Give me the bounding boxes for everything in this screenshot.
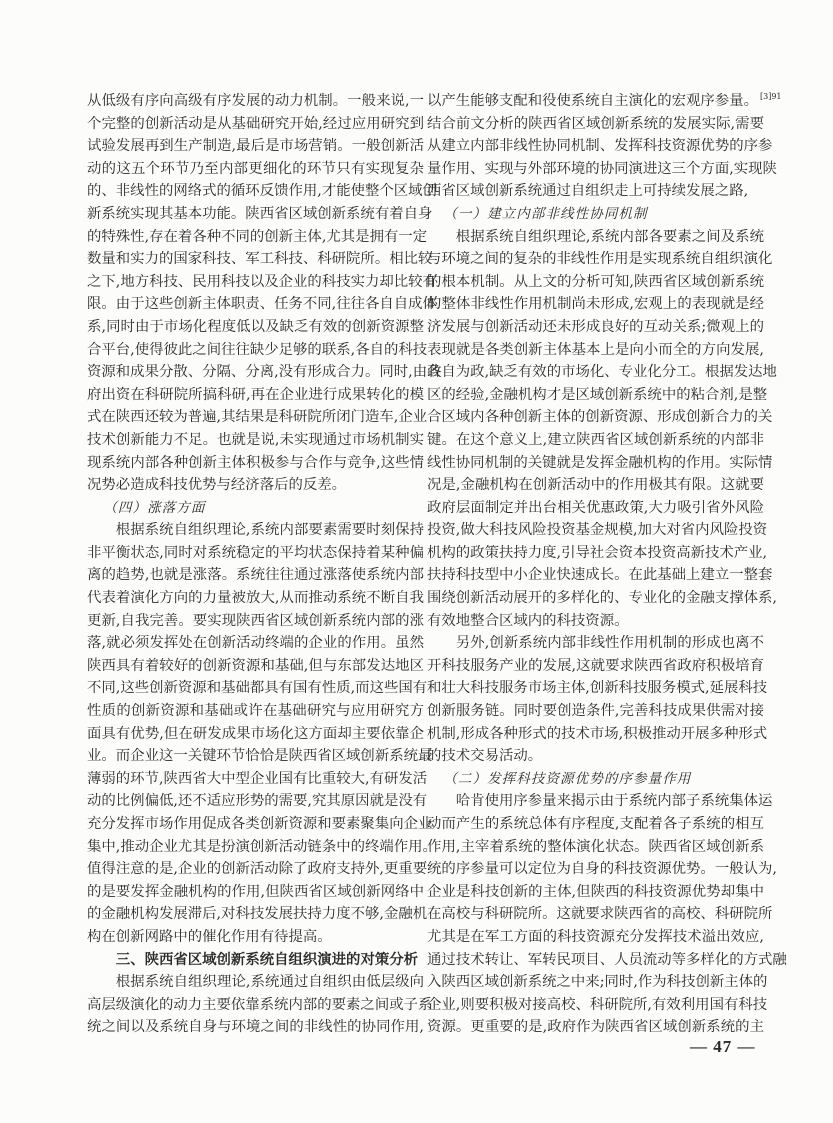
text-line bbox=[427, 180, 764, 203]
line-text: 限。由于这些创新主体职责、任务不同,往往各自自成体 bbox=[87, 296, 437, 313]
line-text: 值得注意的是,企业的创新活动除了政府支持外,更重要 bbox=[87, 861, 428, 878]
line-text: 投资,做大科技风险投资基金规模,加大对省内风险投资 bbox=[427, 522, 768, 539]
text-line bbox=[87, 655, 424, 678]
line-text: 企业,则要积极对接高校、科研院所,有效利用国有科技 bbox=[427, 996, 768, 1013]
line-text: 资源。更重要的是,政府作为陕西省区域创新系统的主 bbox=[427, 1019, 764, 1036]
subsection-heading bbox=[427, 203, 764, 226]
text-line bbox=[427, 90, 782, 113]
text-line bbox=[427, 790, 773, 813]
text-line bbox=[87, 316, 424, 339]
heading-text bbox=[87, 497, 424, 520]
text-line bbox=[427, 813, 764, 836]
text-line bbox=[87, 271, 437, 294]
section-heading bbox=[87, 949, 424, 972]
paragraph bbox=[427, 90, 782, 113]
line-text: 数量和实力的国家科技、军工科技、科研院所。相比较 bbox=[87, 251, 433, 268]
line-text: 通过技术转让、军转民项目、人员流动等多样化的方式融 bbox=[427, 951, 787, 968]
text-line bbox=[427, 248, 773, 271]
text-line bbox=[427, 271, 764, 294]
text-line bbox=[87, 836, 437, 859]
paragraph bbox=[87, 90, 442, 497]
text-line bbox=[87, 542, 424, 565]
line-text: 作用,主宰着系统的整体演化状态。陕西省区域创新系 bbox=[427, 838, 764, 855]
line-text: 况势必造成科技优势与经济落后的反差。 bbox=[87, 477, 347, 494]
text-line bbox=[87, 677, 428, 700]
line-text: 性质的创新资源和基础或许在基础研究与应用研究方 bbox=[87, 703, 424, 720]
text-line bbox=[427, 474, 764, 497]
text-line bbox=[427, 519, 768, 542]
text-line bbox=[87, 361, 442, 384]
line-text: 在高校与科研院所。这就要求陕西省的高校、科研院所 bbox=[427, 906, 773, 923]
line-text: 根据系统自组织理论,系统通过自组织由低层级向 bbox=[115, 974, 424, 991]
paragraph bbox=[87, 971, 433, 1039]
line-text: 扶持科技型中小企业快速成长。在此基础上建立一整套 bbox=[427, 567, 773, 584]
line-text: 济发展与创新活动还未形成良好的互动关系;微观上的 bbox=[427, 318, 764, 335]
text-line bbox=[427, 949, 787, 972]
line-text: （二）发挥科技资源优势的序参量作用 bbox=[443, 770, 692, 787]
paragraph bbox=[427, 226, 777, 633]
subsection-heading bbox=[87, 497, 424, 520]
text-line bbox=[87, 293, 437, 316]
text-line bbox=[87, 610, 424, 633]
line-text: 式在陕西还较为普遍,其结果是科研院所闭门造车,企业 bbox=[87, 409, 428, 426]
heading-text bbox=[427, 203, 764, 226]
text-line bbox=[87, 339, 428, 362]
text-line bbox=[427, 677, 768, 700]
heading-text bbox=[427, 768, 764, 791]
line-text: 的特殊性,存在着各种不同的创新主体,尤其是拥有一定 bbox=[87, 228, 428, 245]
line-text: 与环境之间的复杂的非线性作用是实现系统自组织演化 bbox=[427, 251, 773, 268]
text-line bbox=[87, 452, 424, 475]
line-text: 离的趋势,也就是涨落。系统往往通过涨落使系统内部 bbox=[87, 567, 424, 584]
line-text: 现系统内部各种创新主体积极参与合作与竞争,这些情 bbox=[87, 454, 424, 471]
line-text: 系,同时由于市场化程度低以及缺乏有效的创新资源整 bbox=[87, 318, 424, 335]
text-line bbox=[87, 700, 424, 723]
text-line bbox=[427, 723, 768, 746]
text-line bbox=[87, 926, 424, 949]
line-text: 合区域内各种创新主体的创新资源、形成创新合力的关 bbox=[427, 409, 773, 426]
text-line bbox=[427, 903, 773, 926]
line-text: 的是要发挥金融机构的作用,但陕西省区域创新网络中 bbox=[87, 883, 424, 900]
line-text: 的、非线性的网络式的循环反馈作用,才能使整个区域创 bbox=[87, 183, 437, 200]
text-line bbox=[427, 700, 764, 723]
right-column bbox=[427, 90, 787, 1039]
text-line bbox=[87, 90, 424, 113]
line-text: 另外,创新系统内部非线性作用机制的形成也离不 bbox=[455, 635, 764, 652]
line-text: 况是,金融机构在创新活动中的作用极其有限。这就要 bbox=[427, 477, 764, 494]
line-text: 的技术交易活动。 bbox=[427, 748, 543, 765]
paragraph bbox=[87, 519, 437, 948]
text-line bbox=[87, 180, 437, 203]
line-text: 创新服务链。同时要创造条件,完善科技成果供需对接 bbox=[427, 703, 764, 720]
text-line bbox=[427, 587, 777, 610]
text-line bbox=[87, 971, 424, 994]
line-text: 充分发挥市场作用促成各类创新资源和要素聚集向企业 bbox=[87, 816, 433, 832]
line-text: 以产生能够支配和役使系统自主演化的宏观序参量。 bbox=[427, 93, 758, 109]
line-text: 动的这五个环节乃至内部更细化的环节只有实现复杂 bbox=[87, 160, 424, 177]
text-line bbox=[427, 497, 764, 520]
text-line bbox=[87, 158, 424, 181]
text-line bbox=[87, 632, 424, 655]
line-text: 动而产生的系统总体有序程度,支配着各子系统的相互 bbox=[427, 816, 764, 832]
line-text: 构在创新网路中的催化作用有待提高。 bbox=[87, 928, 332, 945]
text-line bbox=[427, 316, 764, 339]
line-text: 区的经验,金融机构才是区域创新系统中的粘合剂,是整 bbox=[427, 386, 768, 403]
line-text: 表现就是各类创新主体基本上是向小而全的方向发展, bbox=[427, 341, 764, 358]
line-text: 统的序参量可以定位为自身的科技资源优势。一般认为, bbox=[427, 861, 777, 878]
line-text: 的根本机制。从上文的分析可知,陕西省区域创新系统 bbox=[427, 273, 764, 290]
line-text: 围绕创新活动展开的多样化的、专业化的金融支撑体系, bbox=[427, 590, 777, 607]
text-line bbox=[87, 519, 424, 542]
text-line bbox=[87, 113, 424, 136]
text-line bbox=[87, 745, 433, 768]
text-line bbox=[427, 994, 768, 1017]
line-text: 键。在这个意义上,建立陕西省区域创新系统的内部非 bbox=[427, 431, 764, 448]
line-text: 落,就必须发挥处在创新活动终端的企业的作用。虽然 bbox=[87, 635, 424, 652]
line-text: 政府层面制定并出台相关优惠政策,大力吸引省外风险 bbox=[427, 499, 764, 516]
line-text: 合平台,使得彼此之间往往缺少足够的联系,各自的科技 bbox=[87, 341, 428, 358]
line-text: 和壮大科技服务市场主体,创新科技服务模式,延展科技 bbox=[427, 680, 768, 697]
text-line bbox=[427, 384, 768, 407]
text-line bbox=[87, 564, 424, 587]
line-text: 统之间以及系统自身与环境之间的非线性的协同作用, bbox=[87, 1019, 424, 1036]
text-line bbox=[87, 768, 428, 791]
line-text: 根据系统自组织理论,系统内部要素需要时刻保持 bbox=[115, 522, 424, 539]
line-text: 线性协同机制的关键就是发挥金融机构的作用。实际情 bbox=[427, 454, 773, 471]
line-text: 有效地整合区域内的科技资源。 bbox=[427, 612, 629, 629]
text-line bbox=[427, 926, 764, 949]
line-text: 动的比例偏低,还不适应形势的需要,究其原因就是没有 bbox=[87, 793, 428, 810]
text-line bbox=[427, 632, 764, 655]
line-text: 集中,推动企业尤其是扮演创新活动链条中的终端作用。 bbox=[87, 838, 437, 855]
text-line bbox=[427, 836, 764, 859]
text-line bbox=[87, 406, 428, 429]
line-text: 薄弱的环节,陕西省大中型企业国有比重较大,有研发活 bbox=[87, 770, 428, 787]
text-line bbox=[87, 248, 433, 271]
line-text: 企业是科技创新的主体,但陕西的科技资源优势却集中 bbox=[427, 883, 764, 900]
text-line bbox=[87, 587, 424, 610]
line-text: 试验发展再到生产制造,最后是市场营销。一般创新活 bbox=[87, 138, 424, 155]
line-text: 之下,地方科技、民用科技以及企业的科技实力却比较有 bbox=[87, 273, 437, 290]
line-text: （一）建立内部非线性协同机制 bbox=[443, 205, 648, 222]
text-line bbox=[427, 429, 764, 452]
line-text: 西省区域创新系统通过自组织走上可持续发展之路, bbox=[427, 183, 749, 200]
heading-text bbox=[87, 949, 424, 972]
line-text: 机制,形成各种形式的技术市场,积极推动开展多种形式 bbox=[427, 725, 768, 742]
line-text: 三、陕西省区域创新系统自组织演进的对策分析 bbox=[115, 951, 419, 968]
line-text: 更新,自我完善。要实现陕西省区域创新系统内部的涨 bbox=[87, 612, 424, 629]
left-column bbox=[87, 90, 442, 1039]
text-line bbox=[427, 135, 773, 158]
text-line bbox=[87, 474, 424, 497]
text-line bbox=[427, 881, 764, 904]
paragraph bbox=[427, 632, 768, 768]
line-text: 各自为政,缺乏有效的市场化、专业化分工。根据发达地 bbox=[427, 364, 777, 381]
text-line bbox=[427, 1016, 764, 1039]
line-text: 量作用、实现与外部环境的协同演进这三个方面,实现陕 bbox=[427, 160, 777, 177]
subsection-heading bbox=[427, 768, 764, 791]
text-line bbox=[427, 564, 773, 587]
text-line bbox=[427, 610, 764, 633]
text-line bbox=[427, 406, 773, 429]
text-line bbox=[427, 158, 777, 181]
line-text: 府出资在科研院所搞科研,再在企业进行成果转化的模 bbox=[87, 386, 424, 403]
line-text: 哈肯使用序参量来揭示由于系统内部子系统集体运 bbox=[455, 793, 773, 810]
citation-superscript: [3]91 bbox=[760, 92, 782, 101]
line-text: 技术创新能力不足。也就是说,未实现通过市场机制实 bbox=[87, 431, 424, 448]
text-line bbox=[87, 903, 428, 926]
line-text: 入陕西区域创新系统之中来;同时,作为科技创新主体的 bbox=[427, 974, 768, 991]
text-line bbox=[87, 203, 433, 226]
text-line bbox=[87, 994, 433, 1017]
text-line bbox=[87, 881, 424, 904]
text-line bbox=[87, 858, 428, 881]
line-text: 高层级演化的动力主要依靠系统内部的要素之间或子系 bbox=[87, 996, 433, 1013]
line-text: 非平衡状态,同时对系统稳定的平均状态保持着某种偏 bbox=[87, 544, 424, 561]
line-text: 陕西具有着较好的创新资源和基础,但与东部发达地区 bbox=[87, 657, 424, 674]
text-line bbox=[427, 542, 768, 565]
line-text: 业。而企业这一关键环节恰恰是陕西省区域创新系统最 bbox=[87, 748, 433, 765]
text-line bbox=[87, 723, 424, 746]
paragraph bbox=[427, 790, 787, 1039]
text-line bbox=[87, 813, 433, 836]
line-text: 从建立内部非线性协同机制、发挥科技资源优势的序参 bbox=[427, 138, 773, 155]
text-line bbox=[427, 293, 764, 316]
line-text: 新系统实现其基本功能。陕西省区域创新系统有着自身 bbox=[87, 205, 433, 222]
text-line bbox=[87, 429, 424, 452]
text-line bbox=[427, 339, 764, 362]
line-text: 的金融机构发展滞后,对科技发展扶持力度不够,金融机 bbox=[87, 906, 428, 923]
text-line bbox=[87, 135, 424, 158]
text-line bbox=[427, 655, 764, 678]
page-number: — 47 — bbox=[690, 1037, 756, 1056]
text-line bbox=[87, 226, 428, 249]
text-line bbox=[87, 1016, 424, 1039]
line-text: 资源和成果分散、分隔、分离,没有形成合力。同时,由政 bbox=[87, 364, 442, 381]
text-line bbox=[427, 452, 773, 475]
line-text: 结合前文分析的陕西省区域创新系统的发展实际,需要 bbox=[427, 115, 764, 132]
text-line bbox=[427, 858, 777, 881]
line-text: 根据系统自组织理论,系统内部各要素之间及系统 bbox=[455, 228, 764, 245]
text-line bbox=[87, 790, 428, 813]
text-line bbox=[427, 361, 777, 384]
text-line bbox=[427, 113, 764, 136]
text-line bbox=[427, 226, 764, 249]
line-text: 代表着演化方向的力量被放大,从而推动系统不断自我 bbox=[87, 590, 424, 607]
line-text: 尤其是在军工方面的科技资源充分发挥技术溢出效应, bbox=[427, 928, 764, 945]
paragraph bbox=[427, 113, 777, 203]
line-text: 开科技服务产业的发展,这就要求陕西省政府积极培育 bbox=[427, 657, 764, 674]
text-line bbox=[427, 971, 768, 994]
text-line bbox=[87, 384, 424, 407]
line-text: 机构的政策扶持力度,引导社会资本投资高新技术产业, bbox=[427, 544, 768, 561]
text-line bbox=[427, 745, 764, 768]
line-text: 个完整的创新活动是从基础研究开始,经过应用研究到 bbox=[87, 115, 424, 132]
line-text: 从低级有序向高级有序发展的动力机制。一般来说,一 bbox=[87, 93, 424, 109]
line-text: 不同,这些创新资源和基础都具有国有性质,而这些国有 bbox=[87, 680, 428, 697]
line-text: 面具有优势,但在研发成果市场化这方面却主要依靠企 bbox=[87, 725, 424, 742]
line-text: （四）涨落方面 bbox=[103, 499, 206, 516]
line-text: 的整体非线性作用机制尚未形成,宏观上的表现就是经 bbox=[427, 296, 764, 313]
